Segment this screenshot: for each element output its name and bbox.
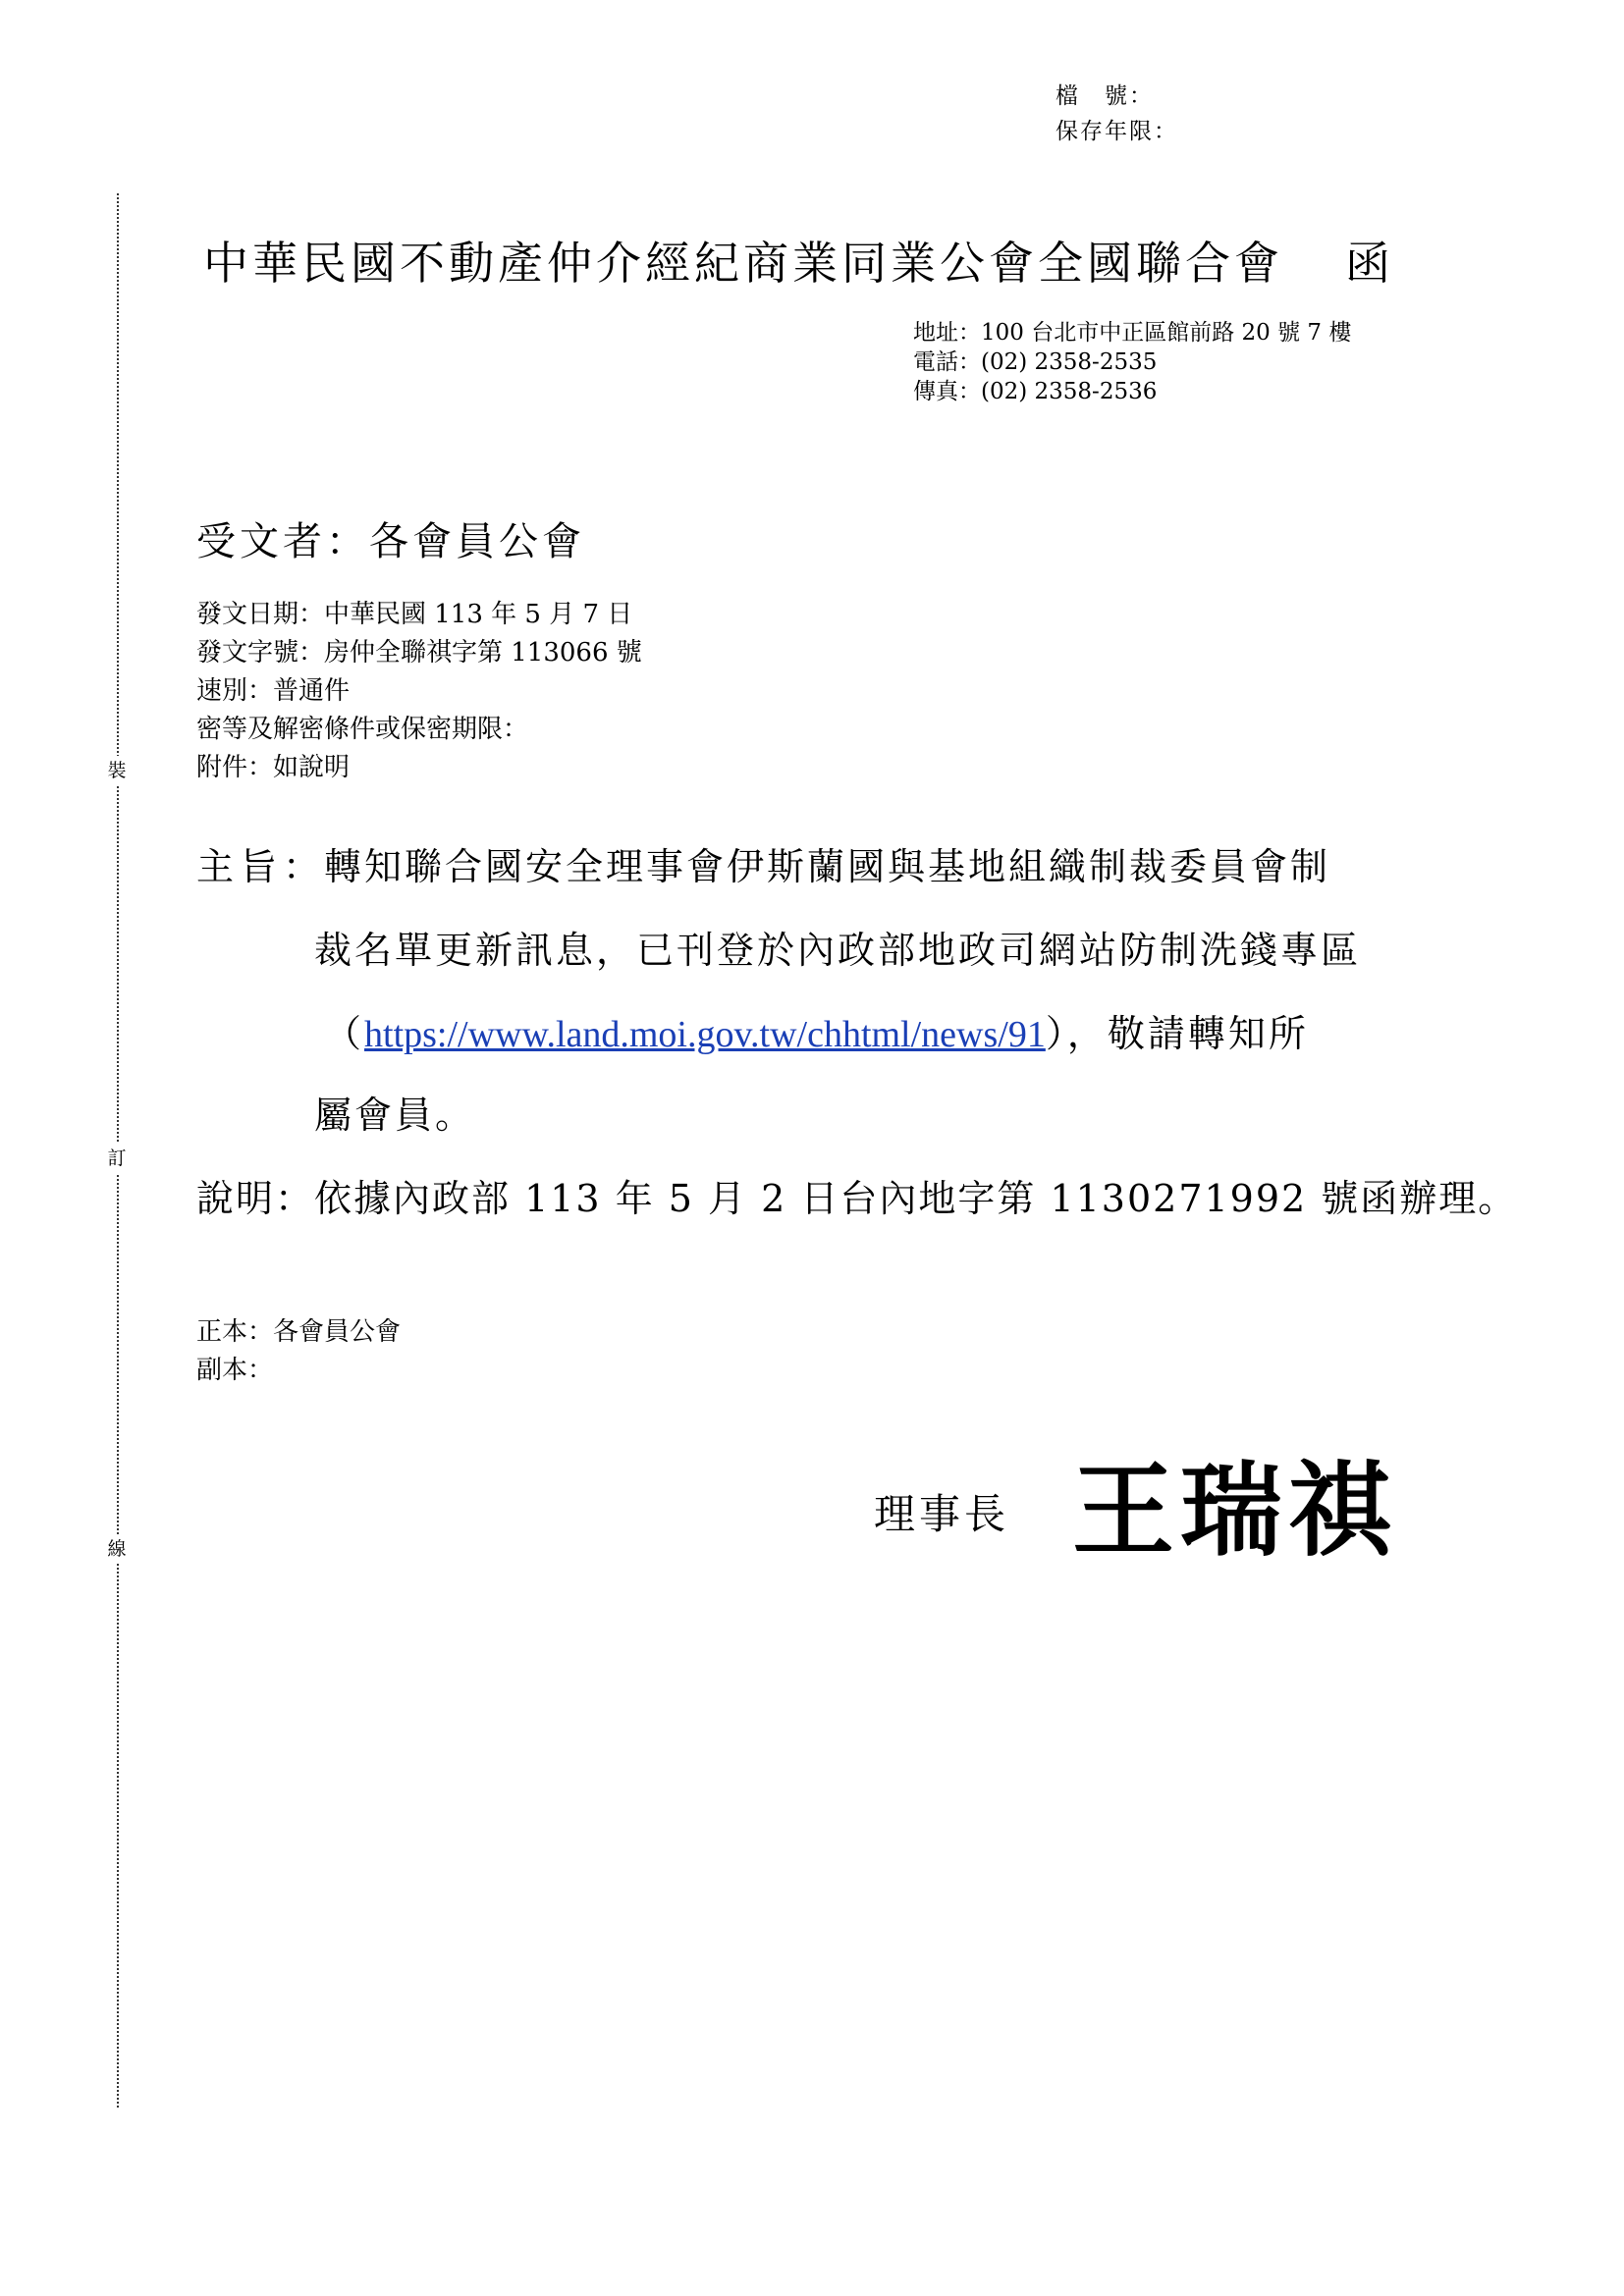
file-info bbox=[1056, 79, 1178, 149]
document-meta bbox=[196, 596, 642, 787]
document-number: 發文字號：房仲全聯祺字第 113066 號 bbox=[196, 638, 642, 667]
retention-label: 保存年限： bbox=[1056, 119, 1178, 144]
recipient: 受文者：各會員公會 bbox=[196, 519, 585, 564]
organization-title: 中華民國不動產仲介經紀商業同業公會全國聯合會 bbox=[203, 237, 1283, 290]
issue-date: 發文日期：中華民國 113 年 5 月 7 日 bbox=[196, 600, 633, 629]
file-number-label: 檔 號： bbox=[1056, 83, 1154, 109]
address: 地址：100 台北市中正區館前路 20 號 7 樓 bbox=[913, 320, 1352, 346]
duplicate-copy: 副本： bbox=[196, 1356, 274, 1385]
confidentiality: 密等及解密條件或保密期限： bbox=[196, 715, 529, 744]
signatory-title: 理事長 bbox=[874, 1490, 1010, 1538]
description: 說明：依據內政部 113 年 5 月 2 日台內地字第 1130271992 號函辦理。 bbox=[196, 1177, 1518, 1220]
subject-line-2: 裁名單更新訊息，已刊登於內政部地政司網站防制洗錢專區 bbox=[314, 929, 1362, 972]
original-copy: 正本：各會員公會 bbox=[196, 1317, 402, 1347]
contact-block bbox=[913, 318, 1351, 406]
paren-open: （ bbox=[324, 1012, 365, 1055]
subject-line-3 bbox=[324, 1003, 1309, 1057]
subject-line-4: 屬會員。 bbox=[314, 1094, 476, 1137]
copies-block bbox=[196, 1313, 401, 1390]
fax: 傳真：(02) 2358-2536 bbox=[913, 379, 1158, 404]
document-type: 函 bbox=[1345, 237, 1390, 290]
attachment: 附件：如說明 bbox=[196, 753, 351, 782]
binding-mark-bottom: 線 bbox=[102, 1534, 132, 1564]
speed-class: 速別：普通件 bbox=[196, 676, 351, 706]
phone: 電話：(02) 2358-2535 bbox=[913, 349, 1158, 375]
subject-label: 主旨： bbox=[196, 845, 327, 888]
moi-news-link[interactable]: https://www.land.moi.gov.tw/chhtml/news/91 bbox=[364, 1014, 1046, 1055]
signatory-name: 王瑞祺 bbox=[1072, 1451, 1397, 1571]
binding-mark-top: 裝 bbox=[102, 756, 132, 785]
binding-mark-middle: 訂 bbox=[102, 1144, 132, 1173]
subject-line-3-tail: ），敬請轉知所 bbox=[1045, 1012, 1309, 1055]
subject-line-1: 轉知聯合國安全理事會伊斯蘭國與基地組織制裁委員會制 bbox=[324, 845, 1331, 888]
